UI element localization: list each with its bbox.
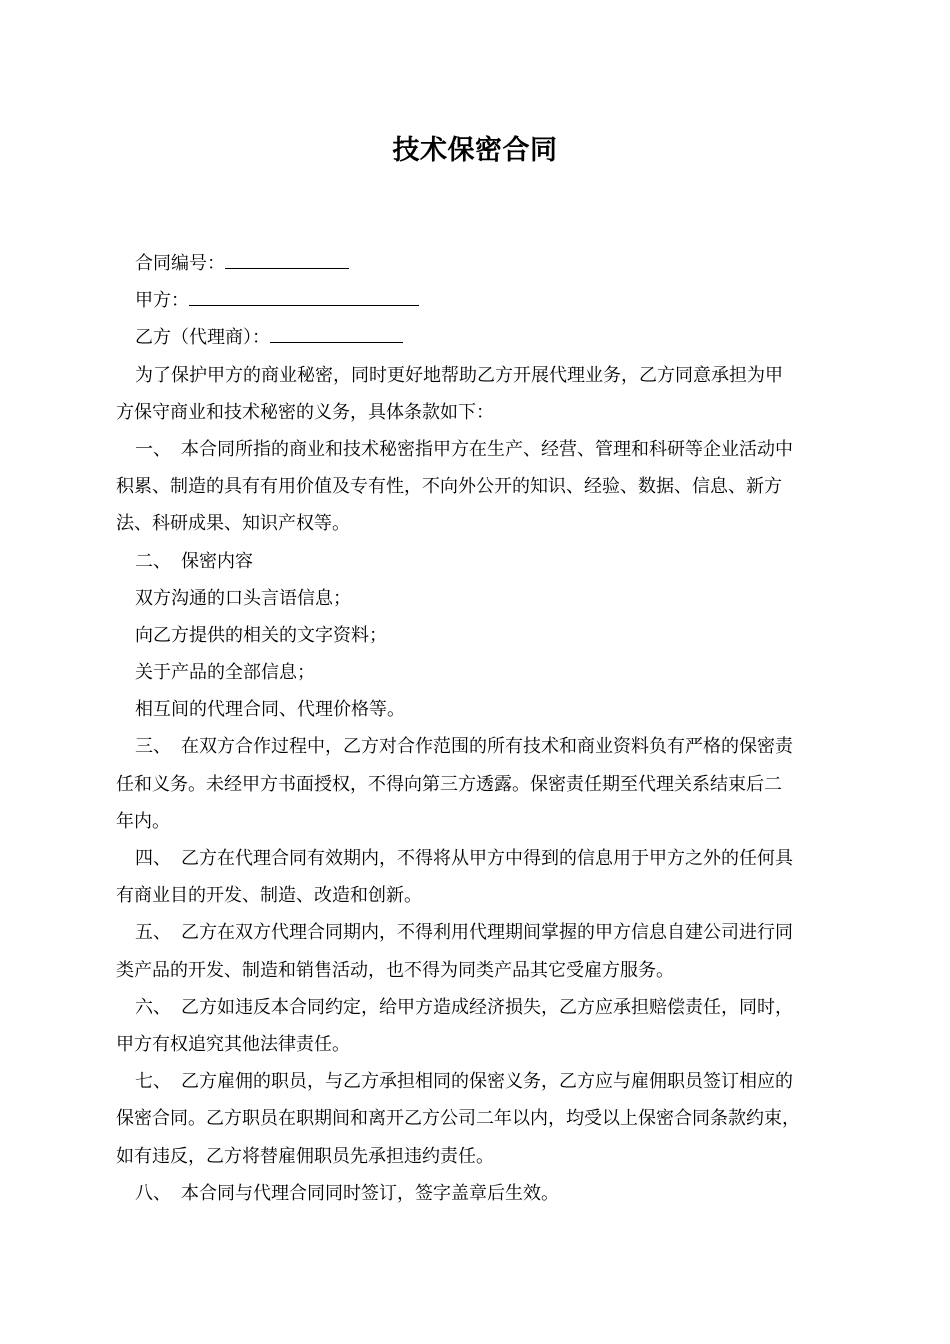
clause-number: 七、 bbox=[135, 1071, 171, 1093]
contract-number-label: 合同编号： bbox=[135, 253, 225, 274]
clause-text: 乙方在双方代理合同期内，不得利用代理期间掌握的甲方信息自建公司进行同 bbox=[181, 922, 793, 944]
clause-3-first-line bbox=[116, 728, 846, 765]
clause-text: 乙方在代理合同有效期内，不得将从甲方中得到的信息用于甲方之外的任何具 bbox=[181, 848, 793, 869]
clause-2-heading bbox=[116, 543, 846, 580]
clause-text: 法、科研成果、知识产权等。 bbox=[116, 513, 350, 535]
clause-number: 一、 bbox=[135, 438, 171, 460]
clause-number: 四、 bbox=[135, 848, 171, 869]
document-body bbox=[116, 245, 846, 1212]
clause-text: 保密合同。乙方职员在职期间和离开乙方公司二年以内，均受以上保密合同条款约束， bbox=[116, 1108, 800, 1130]
document-title: 技术保密合同 bbox=[392, 135, 558, 166]
clause-4-first-line bbox=[116, 840, 846, 877]
contract-number-line bbox=[116, 245, 846, 282]
confidential-item: 相互间的代理合同、代理价格等。 bbox=[135, 699, 405, 721]
clause-text: 任和义务。未经甲方书面授权，不得向第三方透露。保密责任期至代理关系结束后二 bbox=[116, 773, 782, 795]
clause-8-first-line bbox=[116, 1175, 846, 1212]
confidential-item: 双方沟通的口头言语信息； bbox=[135, 587, 351, 609]
party-a-label: 甲方： bbox=[135, 290, 189, 312]
clause-text: 本合同与代理合同同时签订，签字盖章后生效。 bbox=[181, 1182, 559, 1204]
clause-number: 六、 bbox=[135, 996, 171, 1018]
party-b-blank bbox=[270, 320, 403, 343]
clause-text: 在双方合作过程中，乙方对合作范围的所有技术和商业资料负有严格的保密责 bbox=[181, 736, 793, 758]
clause-text: 积累、制造的具有有用价值及专有性，不向外公开的知识、经验、数据、信息、新方 bbox=[116, 476, 782, 498]
contract-number-blank bbox=[225, 246, 349, 269]
clause-text: 有商业目的开发、制造、改造和创新。 bbox=[116, 885, 422, 907]
clause-7-first-line bbox=[116, 1063, 846, 1100]
confidential-item: 向乙方提供的相关的文字资料； bbox=[135, 624, 387, 646]
party-a-blank bbox=[189, 283, 419, 306]
clause-text: 甲方有权追究其他法律责任。 bbox=[116, 1033, 350, 1055]
clause-text: 本合同所指的商业和技术秘密指甲方在生产、经营、管理和科研等企业活动中 bbox=[181, 438, 793, 460]
confidential-item: 关于产品的全部信息； bbox=[135, 662, 315, 684]
clause-5-first-line bbox=[116, 914, 846, 951]
intro-line: 方保守商业和技术秘密的义务，具体条款如下： bbox=[116, 401, 494, 423]
clause-number: 二、 bbox=[135, 550, 171, 572]
intro-line: 为了保护甲方的商业秘密，同时更好地帮助乙方开展代理业务，乙方同意承担为甲 bbox=[135, 364, 783, 386]
clause-text: 如有违反，乙方将替雇佣职员先承担违约责任。 bbox=[116, 1145, 494, 1167]
clause-number: 五、 bbox=[135, 922, 171, 944]
clause-number: 三、 bbox=[135, 736, 171, 758]
clause-text: 乙方如违反本合同约定，给甲方造成经济损失，乙方应承担赔偿责任，同时， bbox=[181, 996, 793, 1018]
party-a-line bbox=[116, 282, 846, 319]
clause-number: 八、 bbox=[135, 1182, 171, 1204]
clause-1-first-line bbox=[116, 431, 846, 468]
clause-text: 年内。 bbox=[116, 810, 170, 832]
clause-text: 类产品的开发、制造和销售活动，也不得为同类产品其它受雇方服务。 bbox=[116, 959, 674, 981]
clause-text: 乙方雇佣的职员，与乙方承担相同的保密义务，乙方应与雇佣职员签订相应的 bbox=[181, 1071, 793, 1093]
clause-6-first-line bbox=[116, 989, 846, 1026]
party-b-label: 乙方（代理商）： bbox=[135, 327, 270, 349]
party-b-line bbox=[116, 319, 846, 356]
clause-heading: 保密内容 bbox=[181, 550, 253, 572]
